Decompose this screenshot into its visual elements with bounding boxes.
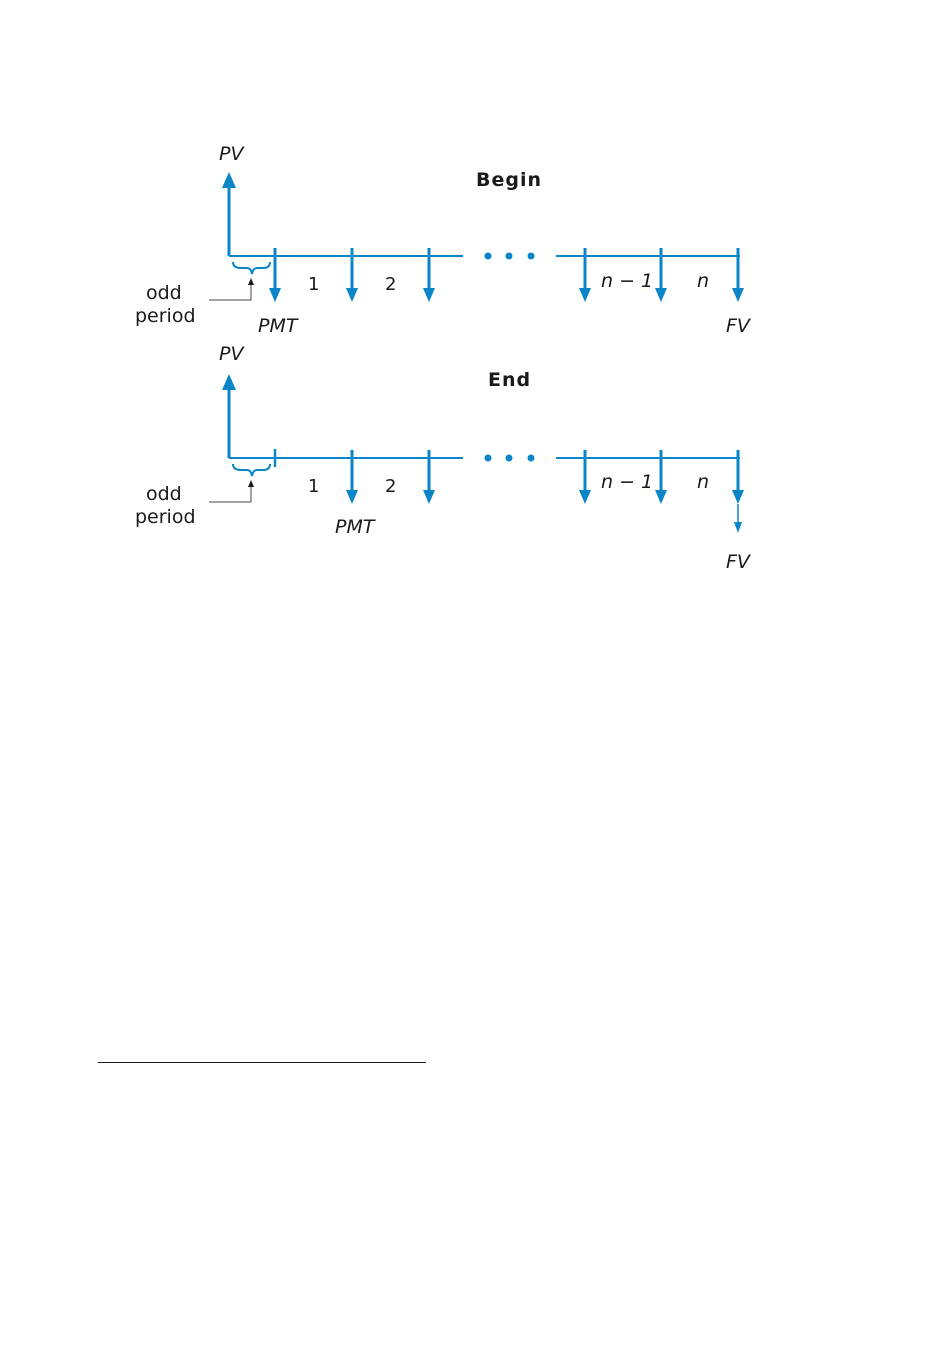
period-label-2: 2 [385, 476, 397, 497]
odd-period-brace [233, 262, 270, 274]
pv-label: PV [219, 343, 244, 365]
odd-period-brace [233, 464, 270, 476]
period-label: period [135, 506, 196, 528]
fv-label: FV [726, 551, 750, 573]
pmt-label: PMT [335, 516, 375, 538]
footnote-rule [98, 1062, 426, 1063]
period-label-1: 1 [308, 476, 320, 497]
period-label-n-minus-1: n − 1 [601, 270, 654, 292]
odd-label: odd [146, 282, 182, 304]
period-label-n: n [697, 270, 710, 292]
odd-period-pointer [209, 480, 254, 502]
pv-arrow [222, 172, 236, 256]
period-label-1: 1 [308, 274, 320, 295]
fv-arrow [734, 504, 742, 533]
begin-diagram [135, 143, 752, 337]
period-label-2: 2 [385, 274, 397, 295]
diagram-title: Begin [476, 169, 543, 191]
period-label-n: n [697, 471, 710, 493]
ellipsis-dots [485, 253, 535, 260]
ellipsis-dots [485, 455, 535, 462]
pv-label: PV [219, 143, 244, 165]
odd-label: odd [146, 483, 182, 505]
pmt-label: PMT [258, 315, 298, 337]
period-label-n-minus-1: n − 1 [601, 471, 654, 493]
diagram-title: End [488, 369, 532, 391]
period-label: period [135, 305, 196, 327]
fv-label: FV [726, 315, 750, 337]
end-diagram [135, 343, 752, 573]
odd-period-pointer [209, 278, 254, 300]
pv-arrow [222, 374, 236, 458]
